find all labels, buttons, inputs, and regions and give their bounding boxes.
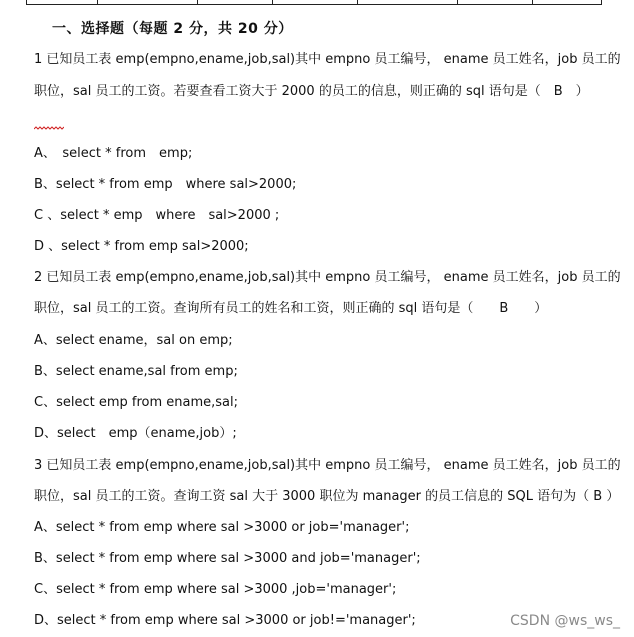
question-2-option-a: A、select ename，sal on emp; (34, 333, 233, 348)
question-1-option-b: B、select * from emp where sal>2000; (34, 177, 297, 192)
question-3-option-a: A、select * from emp where sal >3000 or job='manager'; (34, 520, 410, 535)
question-1-stem-line-1: 1 已知员工表 emp(empno,ename,job,sal)其中 empno 员工编号， ename 员工姓名，job 员工的 (34, 52, 621, 67)
question-3-stem-line-1: 3 已知员工表 emp(empno,ename,job,sal)其中 empno 员工编号， ename 员工姓名，job 员工的 (34, 458, 621, 473)
question-2-stem-line-2: 职位，sal 员工的工资。查询所有员工的姓名和工资，则正确的 sql 语句是（ B ） (34, 301, 548, 316)
question-2-option-c: C、select emp from ename,sal; (34, 395, 238, 410)
question-1-option-d: D 、select * from emp sal>2000; (34, 239, 249, 254)
question-3-option-c: C、select * from emp where sal >3000 ,job='manager'; (34, 582, 397, 597)
question-1-option-a: A、 select * from emp; (34, 146, 193, 161)
watermark: CSDN @ws_ws_ (510, 613, 620, 629)
question-1-stem-line-2: 职位，sal 员工的工资。若要查看工资大于 2000 的员工的信息，则正确的 sql 语句是（ B ） (34, 84, 589, 99)
question-3-option-d: D、select * from emp where sal >3000 or job!='manager'; (34, 613, 416, 628)
question-3-stem-line-2: 职位，sal 员工的工资。查询工资 sal 大于 3000 职位为 manager 的员工信息的 SQL 语句为（ B ） (34, 489, 620, 504)
section-title: 一、选择题（每题 2 分，共 20 分） (52, 21, 293, 37)
question-2-option-b: B、select ename,sal from emp; (34, 364, 238, 379)
spellcheck-squiggle (34, 126, 64, 130)
question-3-option-b: B、select * from emp where sal >3000 and job='manager'; (34, 551, 421, 566)
question-1-option-c: C 、select * emp where sal>2000 ; (34, 208, 280, 223)
table-bottom-edge (26, 0, 602, 5)
question-2-stem-line-1: 2 已知员工表 emp(empno,ename,job,sal)其中 empno 员工编号， ename 员工姓名，job 员工的 (34, 270, 621, 285)
question-2-option-d: D、select emp（ename,job）; (34, 426, 237, 441)
